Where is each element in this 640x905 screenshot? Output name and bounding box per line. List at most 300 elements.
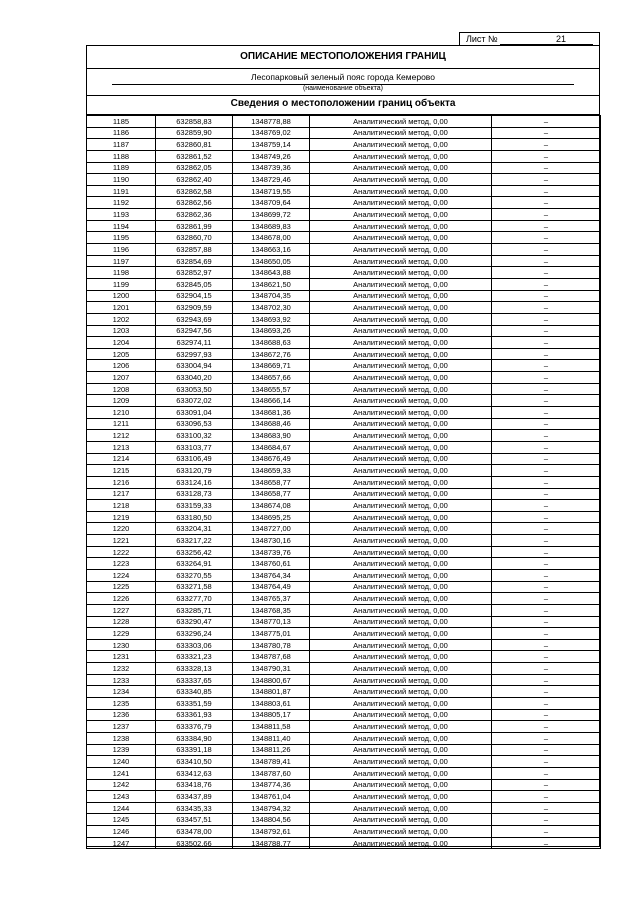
y-coordinate-cell: 1348704,35: [233, 290, 310, 302]
point-number-cell: 1221: [87, 535, 156, 547]
x-coordinate-cell: 633004,94: [156, 360, 233, 372]
note-cell: –: [492, 162, 601, 174]
note-cell: –: [492, 360, 601, 372]
x-coordinate-cell: 632861,52: [156, 150, 233, 162]
y-coordinate-cell: 1348688,63: [233, 337, 310, 349]
note-cell: –: [492, 674, 601, 686]
x-coordinate-cell: 632909,59: [156, 302, 233, 314]
table-row: [87, 290, 601, 302]
y-coordinate-cell: 1348676,49: [233, 453, 310, 465]
point-number-cell: 1220: [87, 523, 156, 535]
x-coordinate-cell: 632947,56: [156, 325, 233, 337]
x-coordinate-cell: 633100,32: [156, 430, 233, 442]
note-cell: –: [492, 663, 601, 675]
x-coordinate-cell: 632861,99: [156, 220, 233, 232]
method-cell: Аналитический метод, 0,00: [310, 418, 492, 430]
table-row: [87, 418, 601, 430]
method-cell: Аналитический метод, 0,00: [310, 302, 492, 314]
x-coordinate-cell: 633290,47: [156, 616, 233, 628]
table-row: [87, 348, 601, 360]
table-row: [87, 546, 601, 558]
y-coordinate-cell: 1348811,40: [233, 732, 310, 744]
note-cell: –: [492, 732, 601, 744]
note-cell: –: [492, 569, 601, 581]
note-cell: –: [492, 465, 601, 477]
table-row: [87, 139, 601, 151]
point-number-cell: 1234: [87, 686, 156, 698]
table-row: [87, 116, 601, 128]
point-number-cell: 1227: [87, 604, 156, 616]
method-cell: Аналитический метод, 0,00: [310, 407, 492, 419]
y-coordinate-cell: 1348678,00: [233, 232, 310, 244]
table-row: [87, 267, 601, 279]
y-coordinate-cell: 1348659,33: [233, 465, 310, 477]
x-coordinate-cell: 632860,70: [156, 232, 233, 244]
y-coordinate-cell: 1348805,17: [233, 709, 310, 721]
note-cell: –: [492, 244, 601, 256]
y-coordinate-cell: 1348672,76: [233, 348, 310, 360]
y-coordinate-cell: 1348765,37: [233, 593, 310, 605]
x-coordinate-cell: 633340,85: [156, 686, 233, 698]
sheet-label: Лист №: [466, 34, 498, 44]
point-number-cell: 1238: [87, 732, 156, 744]
point-number-cell: 1232: [87, 663, 156, 675]
table-row: [87, 372, 601, 384]
y-coordinate-cell: 1348787,60: [233, 767, 310, 779]
x-coordinate-cell: 632943,69: [156, 313, 233, 325]
x-coordinate-cell: 632857,88: [156, 244, 233, 256]
x-coordinate-cell: 633256,42: [156, 546, 233, 558]
point-number-cell: 1195: [87, 232, 156, 244]
note-cell: –: [492, 232, 601, 244]
point-number-cell: 1245: [87, 814, 156, 826]
table-row: [87, 383, 601, 395]
x-coordinate-cell: 633296,24: [156, 628, 233, 640]
object-name-caption: (наименование объекта): [302, 85, 384, 92]
document-title: ОПИСАНИЕ МЕСТОПОЛОЖЕНИЯ ГРАНИЦ: [240, 51, 446, 62]
y-coordinate-cell: 1348764,34: [233, 569, 310, 581]
table-row: [87, 802, 601, 814]
method-cell: Аналитический метод, 0,00: [310, 232, 492, 244]
table-row: [87, 558, 601, 570]
point-number-cell: 1201: [87, 302, 156, 314]
x-coordinate-cell: 633410,50: [156, 756, 233, 768]
table-row: [87, 244, 601, 256]
method-cell: Аналитический метод, 0,00: [310, 709, 492, 721]
method-cell: Аналитический метод, 0,00: [310, 325, 492, 337]
x-coordinate-cell: 633264,91: [156, 558, 233, 570]
note-cell: –: [492, 814, 601, 826]
y-coordinate-cell: 1348674,08: [233, 500, 310, 512]
point-number-cell: 1244: [87, 802, 156, 814]
method-cell: Аналитический метод, 0,00: [310, 348, 492, 360]
method-cell: Аналитический метод, 0,00: [310, 116, 492, 128]
point-number-cell: 1194: [87, 220, 156, 232]
point-number-cell: 1192: [87, 197, 156, 209]
x-coordinate-cell: 633457,51: [156, 814, 233, 826]
y-coordinate-cell: 1348803,61: [233, 698, 310, 710]
point-number-cell: 1204: [87, 337, 156, 349]
method-cell: Аналитический метод, 0,00: [310, 209, 492, 221]
method-cell: Аналитический метод, 0,00: [310, 698, 492, 710]
point-number-cell: 1191: [87, 185, 156, 197]
y-coordinate-cell: 1348789,41: [233, 756, 310, 768]
note-cell: –: [492, 174, 601, 186]
method-cell: Аналитический метод, 0,00: [310, 639, 492, 651]
x-coordinate-cell: 633159,33: [156, 500, 233, 512]
method-cell: Аналитический метод, 0,00: [310, 313, 492, 325]
method-cell: Аналитический метод, 0,00: [310, 453, 492, 465]
y-coordinate-cell: 1348693,92: [233, 313, 310, 325]
y-coordinate-cell: 1348804,56: [233, 814, 310, 826]
note-cell: –: [492, 407, 601, 419]
y-coordinate-cell: 1348730,16: [233, 535, 310, 547]
x-coordinate-cell: 633478,00: [156, 826, 233, 838]
x-coordinate-cell: 633106,49: [156, 453, 233, 465]
point-number-cell: 1247: [87, 837, 156, 849]
y-coordinate-cell: 1348666,14: [233, 395, 310, 407]
point-number-cell: 1205: [87, 348, 156, 360]
note-cell: –: [492, 488, 601, 500]
method-cell: Аналитический метод, 0,00: [310, 278, 492, 290]
method-cell: Аналитический метод, 0,00: [310, 569, 492, 581]
method-cell: Аналитический метод, 0,00: [310, 255, 492, 267]
table-row: [87, 814, 601, 826]
point-number-cell: 1203: [87, 325, 156, 337]
y-coordinate-cell: 1348729,46: [233, 174, 310, 186]
y-coordinate-cell: 1348658,77: [233, 488, 310, 500]
table-row: [87, 430, 601, 442]
y-coordinate-cell: 1348663,16: [233, 244, 310, 256]
point-number-cell: 1235: [87, 698, 156, 710]
note-cell: –: [492, 535, 601, 547]
method-cell: Аналитический метод, 0,00: [310, 604, 492, 616]
point-number-cell: 1206: [87, 360, 156, 372]
x-coordinate-cell: 633180,50: [156, 511, 233, 523]
note-cell: –: [492, 197, 601, 209]
method-cell: Аналитический метод, 0,00: [310, 791, 492, 803]
y-coordinate-cell: 1348621,50: [233, 278, 310, 290]
table-row: [87, 127, 601, 139]
table-row: [87, 639, 601, 651]
sheet-number-box: [459, 32, 600, 46]
table-row: [87, 535, 601, 547]
note-cell: –: [492, 220, 601, 232]
note-cell: –: [492, 255, 601, 267]
method-cell: Аналитический метод, 0,00: [310, 185, 492, 197]
x-coordinate-cell: 633285,71: [156, 604, 233, 616]
method-cell: Аналитический метод, 0,00: [310, 127, 492, 139]
point-number-cell: 1187: [87, 139, 156, 151]
y-coordinate-cell: 1348681,36: [233, 407, 310, 419]
note-cell: –: [492, 302, 601, 314]
note-cell: –: [492, 616, 601, 628]
table-row: [87, 651, 601, 663]
point-number-cell: 1240: [87, 756, 156, 768]
x-coordinate-cell: 633303,06: [156, 639, 233, 651]
method-cell: Аналитический метод, 0,00: [310, 395, 492, 407]
divider: [87, 95, 599, 96]
note-cell: –: [492, 372, 601, 384]
note-cell: –: [492, 593, 601, 605]
method-cell: Аналитический метод, 0,00: [310, 802, 492, 814]
y-coordinate-cell: 1348794,32: [233, 802, 310, 814]
point-number-cell: 1222: [87, 546, 156, 558]
table-row: [87, 616, 601, 628]
method-cell: Аналитический метод, 0,00: [310, 756, 492, 768]
method-cell: Аналитический метод, 0,00: [310, 383, 492, 395]
note-cell: –: [492, 267, 601, 279]
point-number-cell: 1210: [87, 407, 156, 419]
note-cell: –: [492, 127, 601, 139]
note-cell: –: [492, 430, 601, 442]
x-coordinate-cell: 632997,93: [156, 348, 233, 360]
table-row: [87, 698, 601, 710]
table-row: [87, 209, 601, 221]
x-coordinate-cell: 633328,13: [156, 663, 233, 675]
table-row: [87, 174, 601, 186]
table-row: [87, 337, 601, 349]
point-number-cell: 1246: [87, 826, 156, 838]
note-cell: –: [492, 698, 601, 710]
method-cell: Аналитический метод, 0,00: [310, 220, 492, 232]
table-row: [87, 162, 601, 174]
method-cell: Аналитический метод, 0,00: [310, 244, 492, 256]
x-coordinate-cell: 633072,02: [156, 395, 233, 407]
method-cell: Аналитический метод, 0,00: [310, 814, 492, 826]
table-row: [87, 441, 601, 453]
point-number-cell: 1208: [87, 383, 156, 395]
x-coordinate-cell: 633271,58: [156, 581, 233, 593]
note-cell: –: [492, 721, 601, 733]
y-coordinate-cell: 1348695,25: [233, 511, 310, 523]
table-row: [87, 779, 601, 791]
method-cell: Аналитический метод, 0,00: [310, 535, 492, 547]
note-cell: –: [492, 779, 601, 791]
note-cell: –: [492, 278, 601, 290]
y-coordinate-cell: 1348693,26: [233, 325, 310, 337]
y-coordinate-cell: 1348683,90: [233, 430, 310, 442]
object-name: Лесопарковый зеленый пояс города Кемерово: [251, 72, 435, 82]
y-coordinate-cell: 1348699,72: [233, 209, 310, 221]
x-coordinate-cell: 633376,79: [156, 721, 233, 733]
x-coordinate-cell: 633103,77: [156, 441, 233, 453]
table-row: [87, 500, 601, 512]
y-coordinate-cell: 1348689,83: [233, 220, 310, 232]
method-cell: Аналитический метод, 0,00: [310, 663, 492, 675]
note-cell: –: [492, 500, 601, 512]
method-cell: Аналитический метод, 0,00: [310, 441, 492, 453]
note-cell: –: [492, 453, 601, 465]
method-cell: Аналитический метод, 0,00: [310, 360, 492, 372]
x-coordinate-cell: 633384,90: [156, 732, 233, 744]
method-cell: Аналитический метод, 0,00: [310, 732, 492, 744]
x-coordinate-cell: 633361,93: [156, 709, 233, 721]
point-number-cell: 1217: [87, 488, 156, 500]
method-cell: Аналитический метод, 0,00: [310, 511, 492, 523]
method-cell: Аналитический метод, 0,00: [310, 267, 492, 279]
point-number-cell: 1185: [87, 116, 156, 128]
point-number-cell: 1190: [87, 174, 156, 186]
y-coordinate-cell: 1348800,67: [233, 674, 310, 686]
x-coordinate-cell: 633391,18: [156, 744, 233, 756]
y-coordinate-cell: 1348792,61: [233, 826, 310, 838]
table-row: [87, 721, 601, 733]
method-cell: Аналитический метод, 0,00: [310, 337, 492, 349]
x-coordinate-cell: 633124,16: [156, 476, 233, 488]
x-coordinate-cell: 632858,83: [156, 116, 233, 128]
x-coordinate-cell: 632859,90: [156, 127, 233, 139]
x-coordinate-cell: 632904,15: [156, 290, 233, 302]
x-coordinate-cell: 633091,04: [156, 407, 233, 419]
x-coordinate-cell: 633053,50: [156, 383, 233, 395]
method-cell: Аналитический метод, 0,00: [310, 150, 492, 162]
table-row: [87, 709, 601, 721]
table-row: [87, 325, 601, 337]
note-cell: –: [492, 604, 601, 616]
x-coordinate-cell: 632862,58: [156, 185, 233, 197]
method-cell: Аналитический метод, 0,00: [310, 465, 492, 477]
table-row: [87, 185, 601, 197]
note-cell: –: [492, 581, 601, 593]
y-coordinate-cell: 1348769,02: [233, 127, 310, 139]
x-coordinate-cell: 633096,53: [156, 418, 233, 430]
y-coordinate-cell: 1348761,04: [233, 791, 310, 803]
note-cell: –: [492, 628, 601, 640]
table-row: [87, 150, 601, 162]
x-coordinate-cell: 633040,20: [156, 372, 233, 384]
x-coordinate-cell: 632862,36: [156, 209, 233, 221]
point-number-cell: 1193: [87, 209, 156, 221]
note-cell: –: [492, 546, 601, 558]
y-coordinate-cell: 1348759,14: [233, 139, 310, 151]
x-coordinate-cell: 633217,22: [156, 535, 233, 547]
table-row: [87, 826, 601, 838]
y-coordinate-cell: 1348770,13: [233, 616, 310, 628]
table-row: [87, 674, 601, 686]
note-cell: –: [492, 639, 601, 651]
method-cell: Аналитический метод, 0,00: [310, 546, 492, 558]
x-coordinate-cell: 632862,05: [156, 162, 233, 174]
table-row: [87, 313, 601, 325]
table-row: [87, 756, 601, 768]
section-title: Сведения о местоположении границ объекта: [230, 98, 456, 109]
point-number-cell: 1216: [87, 476, 156, 488]
table-row: [87, 837, 601, 849]
x-coordinate-cell: 633502,66: [156, 837, 233, 849]
note-cell: –: [492, 744, 601, 756]
note-cell: –: [492, 837, 601, 849]
point-number-cell: 1233: [87, 674, 156, 686]
y-coordinate-cell: 1348801,87: [233, 686, 310, 698]
coordinates-table: [86, 115, 601, 849]
method-cell: Аналитический метод, 0,00: [310, 744, 492, 756]
table-row: [87, 581, 601, 593]
table-row: [87, 593, 601, 605]
method-cell: Аналитический метод, 0,00: [310, 837, 492, 849]
table-row: [87, 453, 601, 465]
table-row: [87, 407, 601, 419]
note-cell: –: [492, 325, 601, 337]
x-coordinate-cell: 633437,89: [156, 791, 233, 803]
point-number-cell: 1228: [87, 616, 156, 628]
x-coordinate-cell: 633277,70: [156, 593, 233, 605]
method-cell: Аналитический метод, 0,00: [310, 162, 492, 174]
coordinates-table-body: [87, 116, 601, 849]
point-number-cell: 1224: [87, 569, 156, 581]
y-coordinate-cell: 1348811,26: [233, 744, 310, 756]
y-coordinate-cell: 1348727,00: [233, 523, 310, 535]
note-cell: –: [492, 116, 601, 128]
method-cell: Аналитический метод, 0,00: [310, 826, 492, 838]
table-row: [87, 220, 601, 232]
note-cell: –: [492, 791, 601, 803]
y-coordinate-cell: 1348643,88: [233, 267, 310, 279]
y-coordinate-cell: 1348739,36: [233, 162, 310, 174]
point-number-cell: 1236: [87, 709, 156, 721]
y-coordinate-cell: 1348719,55: [233, 185, 310, 197]
method-cell: Аналитический метод, 0,00: [310, 430, 492, 442]
point-number-cell: 1212: [87, 430, 156, 442]
y-coordinate-cell: 1348780,78: [233, 639, 310, 651]
x-coordinate-cell: 632845,05: [156, 278, 233, 290]
note-cell: –: [492, 558, 601, 570]
note-cell: –: [492, 383, 601, 395]
table-row: [87, 523, 601, 535]
x-coordinate-cell: 633204,31: [156, 523, 233, 535]
table-row: [87, 476, 601, 488]
x-coordinate-cell: 632860,81: [156, 139, 233, 151]
x-coordinate-cell: 633120,79: [156, 465, 233, 477]
note-cell: –: [492, 767, 601, 779]
method-cell: Аналитический метод, 0,00: [310, 779, 492, 791]
method-cell: Аналитический метод, 0,00: [310, 523, 492, 535]
y-coordinate-cell: 1348788,77: [233, 837, 310, 849]
point-number-cell: 1242: [87, 779, 156, 791]
note-cell: –: [492, 290, 601, 302]
note-cell: –: [492, 348, 601, 360]
note-cell: –: [492, 395, 601, 407]
point-number-cell: 1186: [87, 127, 156, 139]
method-cell: Аналитический метод, 0,00: [310, 476, 492, 488]
table-row: [87, 569, 601, 581]
note-cell: –: [492, 185, 601, 197]
x-coordinate-cell: 632852,97: [156, 267, 233, 279]
point-number-cell: 1209: [87, 395, 156, 407]
method-cell: Аналитический метод, 0,00: [310, 628, 492, 640]
point-number-cell: 1237: [87, 721, 156, 733]
method-cell: Аналитический метод, 0,00: [310, 174, 492, 186]
method-cell: Аналитический метод, 0,00: [310, 767, 492, 779]
y-coordinate-cell: 1348650,05: [233, 255, 310, 267]
y-coordinate-cell: 1348688,46: [233, 418, 310, 430]
table-row: [87, 767, 601, 779]
point-number-cell: 1239: [87, 744, 156, 756]
note-cell: –: [492, 441, 601, 453]
y-coordinate-cell: 1348811,58: [233, 721, 310, 733]
x-coordinate-cell: 633128,73: [156, 488, 233, 500]
document-frame: [86, 45, 600, 847]
point-number-cell: 1213: [87, 441, 156, 453]
table-row: [87, 232, 601, 244]
method-cell: Аналитический метод, 0,00: [310, 488, 492, 500]
method-cell: Аналитический метод, 0,00: [310, 290, 492, 302]
y-coordinate-cell: 1348768,35: [233, 604, 310, 616]
x-coordinate-cell: 633418,76: [156, 779, 233, 791]
x-coordinate-cell: 632862,40: [156, 174, 233, 186]
table-row: [87, 686, 601, 698]
table-row: [87, 197, 601, 209]
